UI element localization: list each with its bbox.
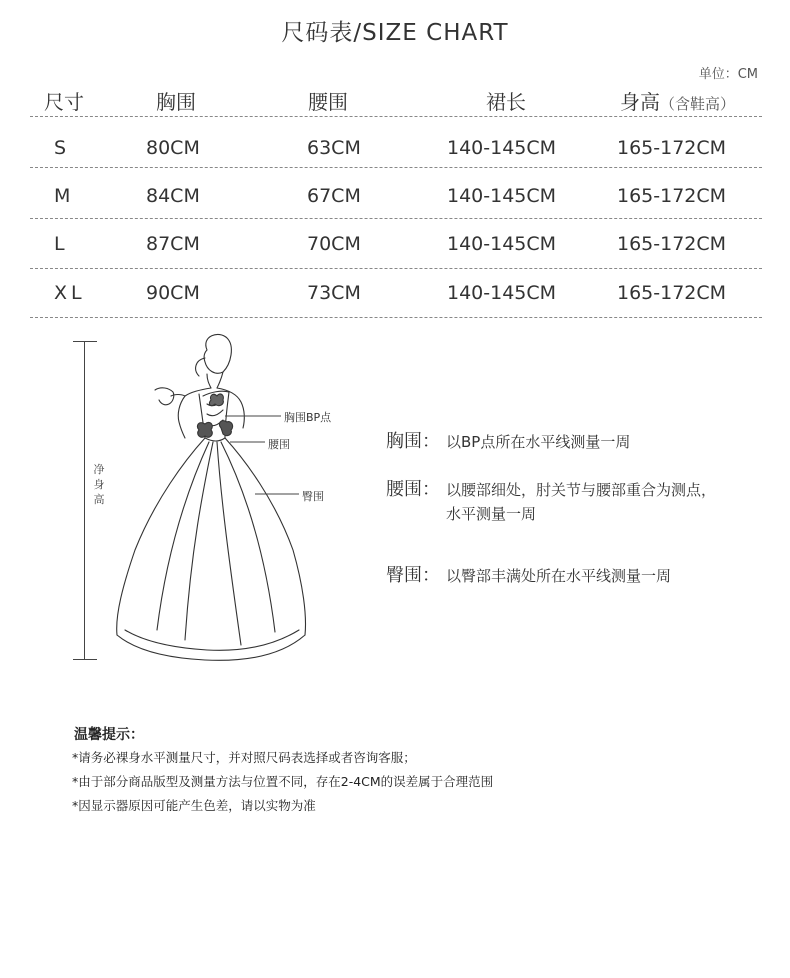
height-label: 净身高	[93, 463, 105, 506]
unit-note: 单位：CM	[698, 67, 758, 82]
cell-height: 165-172CM	[617, 185, 727, 207]
header-height-note: （含鞋高）	[660, 95, 736, 113]
cell-bust: 90CM	[146, 282, 200, 304]
table-row	[0, 185, 790, 215]
cell-skirt-length: 140-145CM	[447, 233, 557, 255]
cell-bust: 80CM	[146, 137, 200, 159]
cell-height: 165-172CM	[617, 137, 727, 159]
tip-item: *由于部分商品版型及测量方法与位置不同，存在2-4CM的误差属于合理范围	[72, 774, 494, 789]
callout-hip: 臀围	[302, 490, 324, 503]
cell-skirt-length: 140-145CM	[447, 137, 557, 159]
page-title: 尺码表/SIZE CHART	[281, 20, 509, 46]
cell-skirt-length: 140-145CM	[447, 282, 557, 304]
header-size: 尺寸	[44, 90, 84, 114]
divider	[30, 167, 762, 168]
cell-height: 165-172CM	[617, 233, 727, 255]
measure-bust-key: 胸围：	[386, 431, 440, 452]
table-row	[0, 233, 790, 263]
callout-bust: 胸围BP点	[284, 411, 332, 424]
header-waist: 腰围	[308, 90, 348, 114]
table-row	[0, 137, 790, 167]
cell-waist: 67CM	[307, 185, 361, 207]
header-skirt-length: 裙长	[486, 90, 526, 114]
tips-title: 温馨提示：	[74, 727, 144, 743]
divider	[30, 268, 762, 269]
cell-waist: 73CM	[307, 282, 361, 304]
header-height-label: 身高	[620, 90, 660, 114]
measure-waist	[386, 478, 717, 523]
cell-size: S	[54, 137, 67, 159]
cell-waist: 63CM	[307, 137, 361, 159]
measure-waist-key: 腰围：	[386, 479, 440, 500]
header-bust: 胸围	[156, 90, 196, 114]
cell-size: XL	[54, 282, 86, 304]
tip-item: *因显示器原因可能产生色差，请以实物为准	[72, 798, 316, 813]
measure-hip	[386, 564, 672, 588]
cell-size: M	[54, 185, 71, 207]
cell-bust: 87CM	[146, 233, 200, 255]
divider	[30, 116, 762, 117]
measure-bust	[386, 430, 631, 454]
cell-waist: 70CM	[307, 233, 361, 255]
table-row	[0, 282, 790, 312]
cell-height: 165-172CM	[617, 282, 727, 304]
ruler-bottom-tick	[73, 659, 97, 660]
divider	[30, 218, 762, 219]
measure-hip-text: 以臀部丰满处所在水平线测量一周	[446, 567, 672, 585]
header-height	[620, 86, 735, 115]
measure-waist-text: 以腰部细处，肘关节与腰部重合为测点，水平测量一周	[446, 481, 717, 523]
ruler-top-tick	[73, 341, 97, 342]
callout-waist: 腰围	[268, 438, 290, 451]
measure-hip-key: 臀围：	[386, 565, 440, 586]
measure-bust-text: 以BP点所在水平线测量一周	[446, 433, 631, 451]
cell-size: L	[54, 233, 65, 255]
cell-bust: 84CM	[146, 185, 200, 207]
tip-item: *请务必裸身水平测量尺寸，并对照尺码表选择或者咨询客服；	[72, 750, 416, 765]
cell-skirt-length: 140-145CM	[447, 185, 557, 207]
height-ruler	[84, 341, 85, 659]
divider	[30, 317, 762, 318]
